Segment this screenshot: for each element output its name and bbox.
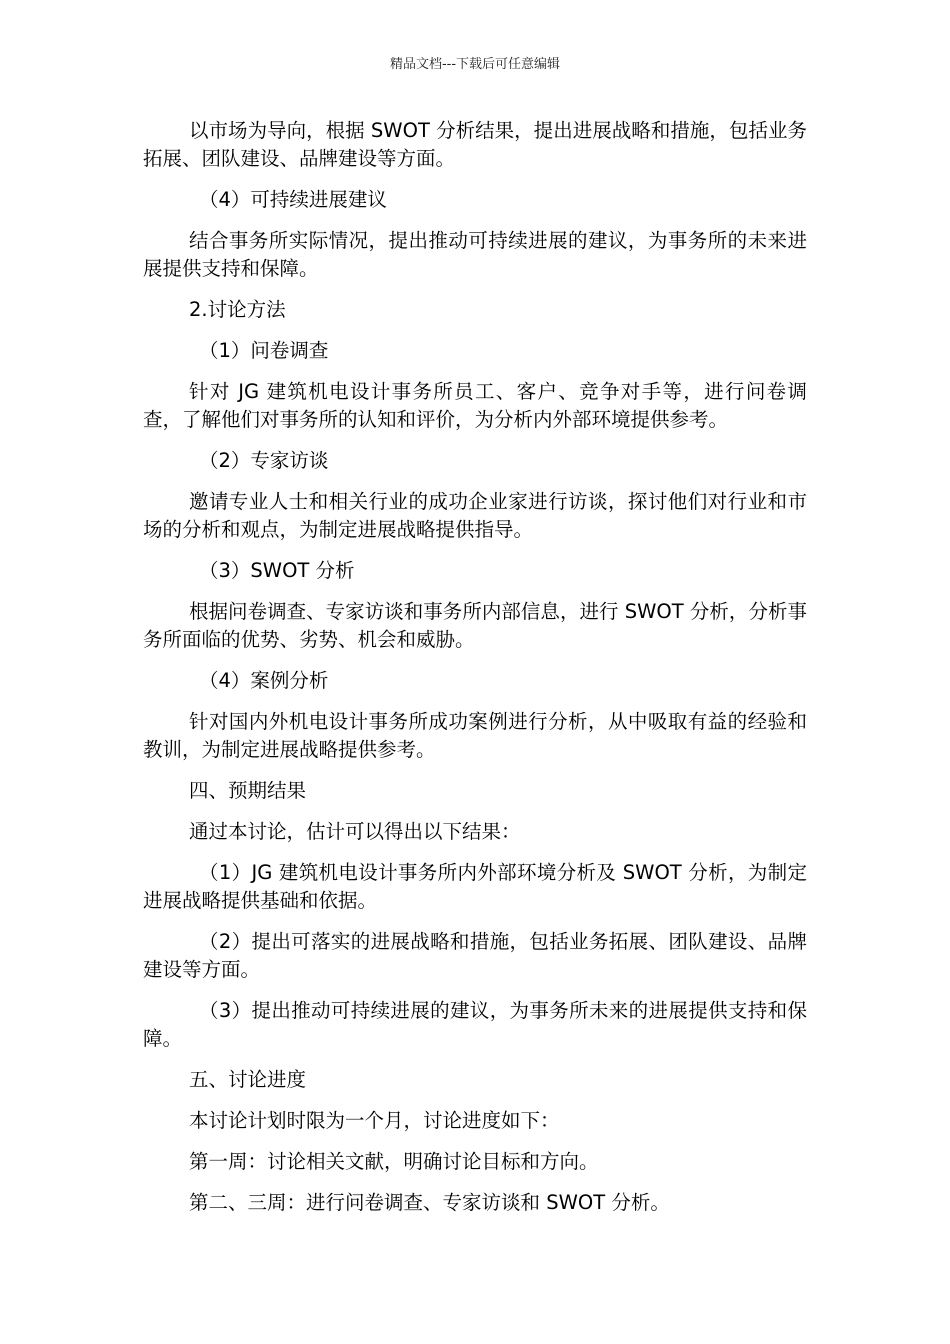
paragraph: 本讨论计划时限为一个月，讨论进度如下：: [189, 1109, 560, 1132]
subheading: （4）可持续进展建议: [199, 188, 387, 211]
paragraph: 根据问卷调查、专家访谈和事务所内部信息，进行 SWOT 分析，分析事务所面临的优势、劣势、机会和威胁。: [143, 600, 807, 651]
paragraph: 针对国内外机电设计事务所成功案例进行分析，从中吸取有益的经验和教训，为制定进展战略提供参考。: [143, 710, 807, 761]
page-header: 精品文档---下载后可任意编辑: [389, 57, 561, 72]
paragraph: 以市场为导向，根据 SWOT 分析结果，提出进展战略和措施，包括业务拓展、团队建设、品牌建设等方面。: [143, 119, 807, 170]
list-item: （1）JG 建筑机电设计事务所内外部环境分析及 SWOT 分析，为制定进展战略提供基础和依据。: [143, 861, 807, 912]
section-heading: 2.讨论方法: [189, 298, 286, 321]
paragraph: 通过本讨论，估计可以得出以下结果：: [189, 820, 521, 843]
document-body: [143, 117, 807, 1230]
schedule-item: 第二、三周：进行问卷调查、专家访谈和 SWOT 分析。: [189, 1191, 670, 1214]
paragraph: 邀请专业人士和相关行业的成功企业家进行访谈，探讨他们对行业和市场的分析和观点，为制定进展战略提供指导。: [143, 490, 807, 541]
paragraph: 针对 JG 建筑机电设计事务所员工、客户、竞争对手等，进行问卷调查，了解他们对事务所的认知和评价，为分析内外部环境提供参考。: [143, 380, 807, 431]
subheading: （2）专家访谈: [199, 449, 329, 472]
subheading: （4）案例分析: [199, 669, 329, 692]
section-heading: 四、预期结果: [189, 779, 307, 802]
subheading: （3）SWOT 分析: [199, 559, 355, 582]
subheading: （1）问卷调查: [199, 339, 329, 362]
list-item: （2）提出可落实的进展战略和措施，包括业务拓展、团队建设、品牌建设等方面。: [143, 930, 807, 981]
section-heading: 五、讨论进度: [189, 1068, 307, 1091]
schedule-item: 第一周：讨论相关文献，明确讨论目标和方向。: [189, 1150, 599, 1173]
paragraph: 结合事务所实际情况，提出推动可持续进展的建议，为事务所的未来进展提供支持和保障。: [143, 229, 807, 280]
list-item: （3）提出推动可持续进展的建议，为事务所未来的进展提供支持和保障。: [143, 999, 807, 1050]
